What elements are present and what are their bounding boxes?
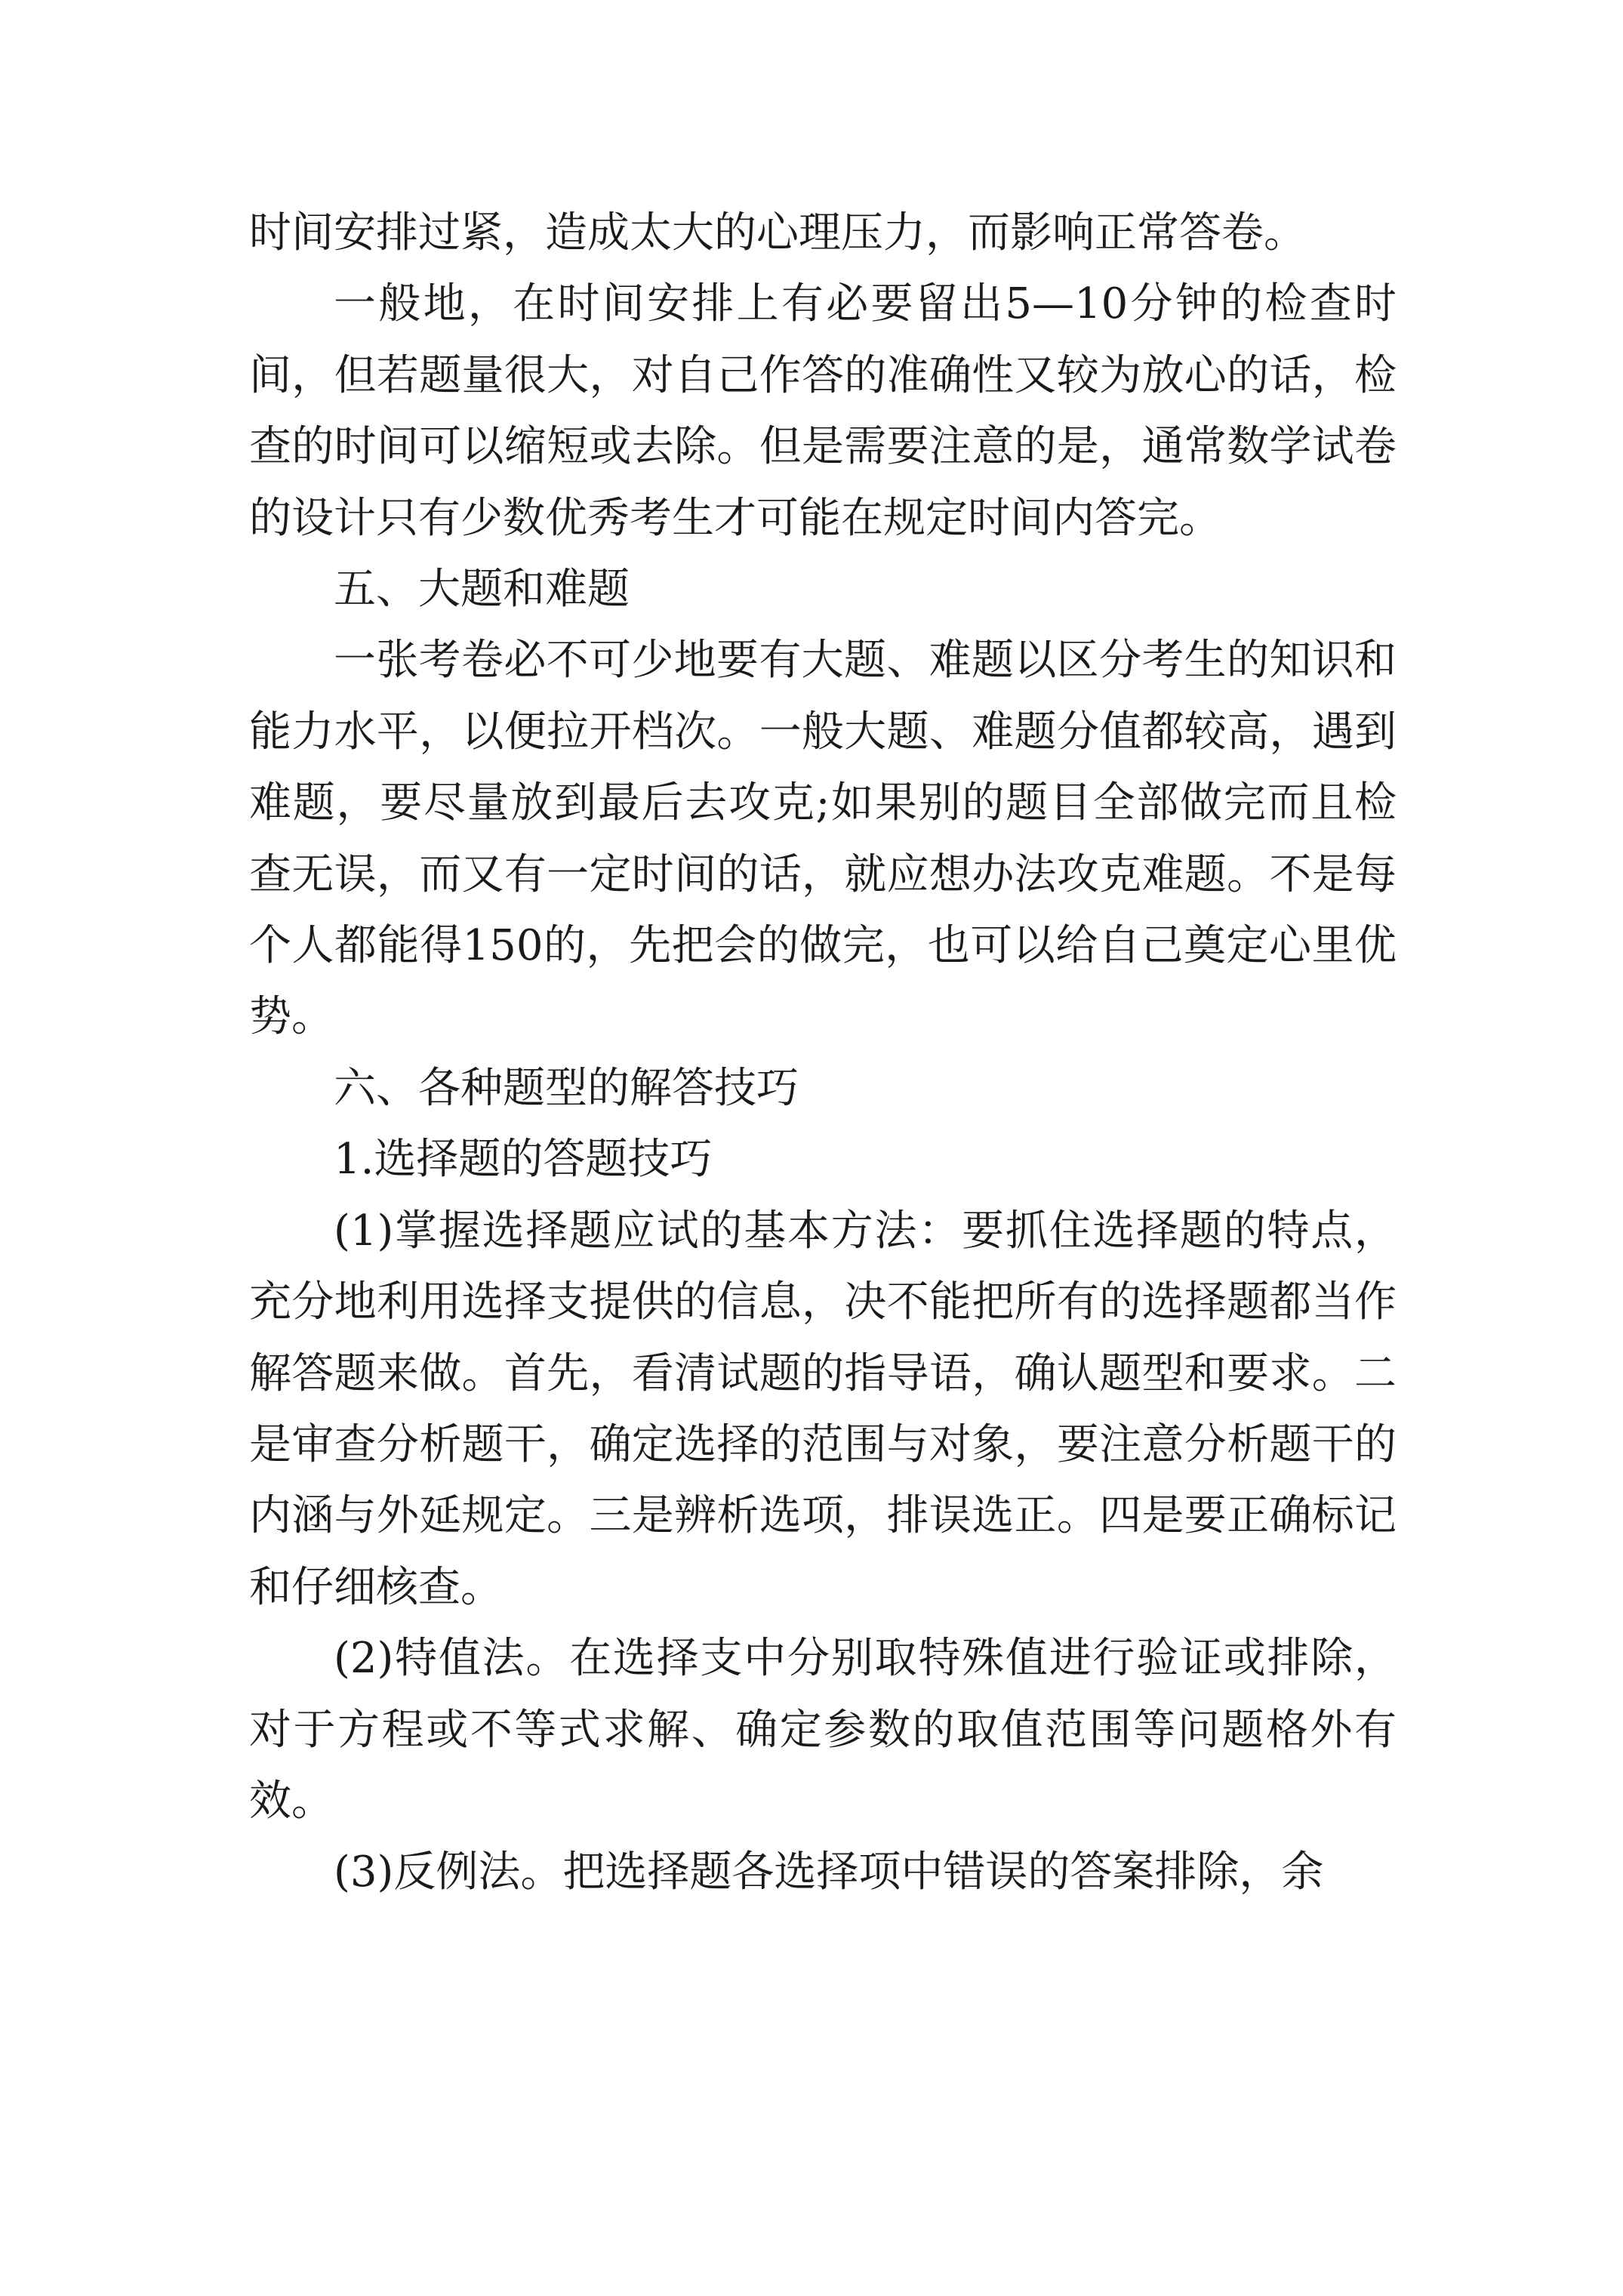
paragraph-5: (2)特值法。在选择支中分别取特殊值进行验证或排除，对于方程或不等式求解、确定参数的取值范围等问题格外有效。 xyxy=(249,1634,1397,1826)
section-heading-6: 六、各种题型的解答技巧 xyxy=(334,1063,799,1113)
subsection-heading-1: 1.选择题的答题技巧 xyxy=(334,1135,713,1185)
paragraph-3: 一张考卷必不可少地要有大题、难题以区分考生的知识和能力水平，以便拉开档次。一般大题、难题分值都较高，遇到难题，要尽量放到最后去攻克;如果别的题目全部做完而且检查无误，而又有一定时间的话，就应想办法攻克难题。不是每个人都能得150的，先把会的做完，也可以给自己奠定心里优势。 xyxy=(249,636,1397,1042)
document-body xyxy=(249,198,1397,1909)
paragraph-1: 时间安排过紧，造成太大的心理压力，而影响正常答卷。 xyxy=(249,208,1306,257)
paragraph-4: (1)掌握选择题应试的基本方法：要抓住选择题的特点，充分地利用选择支提供的信息，决不能把所有的选择题都当作解答题来做。首先，看清试题的指导语，确认题型和要求。二是审查分析题干，确定选择的范围与对象，要注意分析题干的内涵与外延规定。三是辨析选项，排误选正。四是要正确标记和仔细核查。 xyxy=(249,1206,1397,1612)
section-heading-5: 五、大题和难题 xyxy=(334,565,630,615)
paragraph-2: 一般地，在时间安排上有必要留出5—10分钟的检查时间，但若题量很大，对自己作答的准确性又较为放心的话，检查的时间可以缩短或去除。但是需要注意的是，通常数学试卷的设计只有少数优秀考生才可能在规定时间内答完。 xyxy=(249,279,1397,543)
paragraph-6: (3)反例法。把选择题各选择项中错误的答案排除，余 xyxy=(334,1848,1324,1897)
